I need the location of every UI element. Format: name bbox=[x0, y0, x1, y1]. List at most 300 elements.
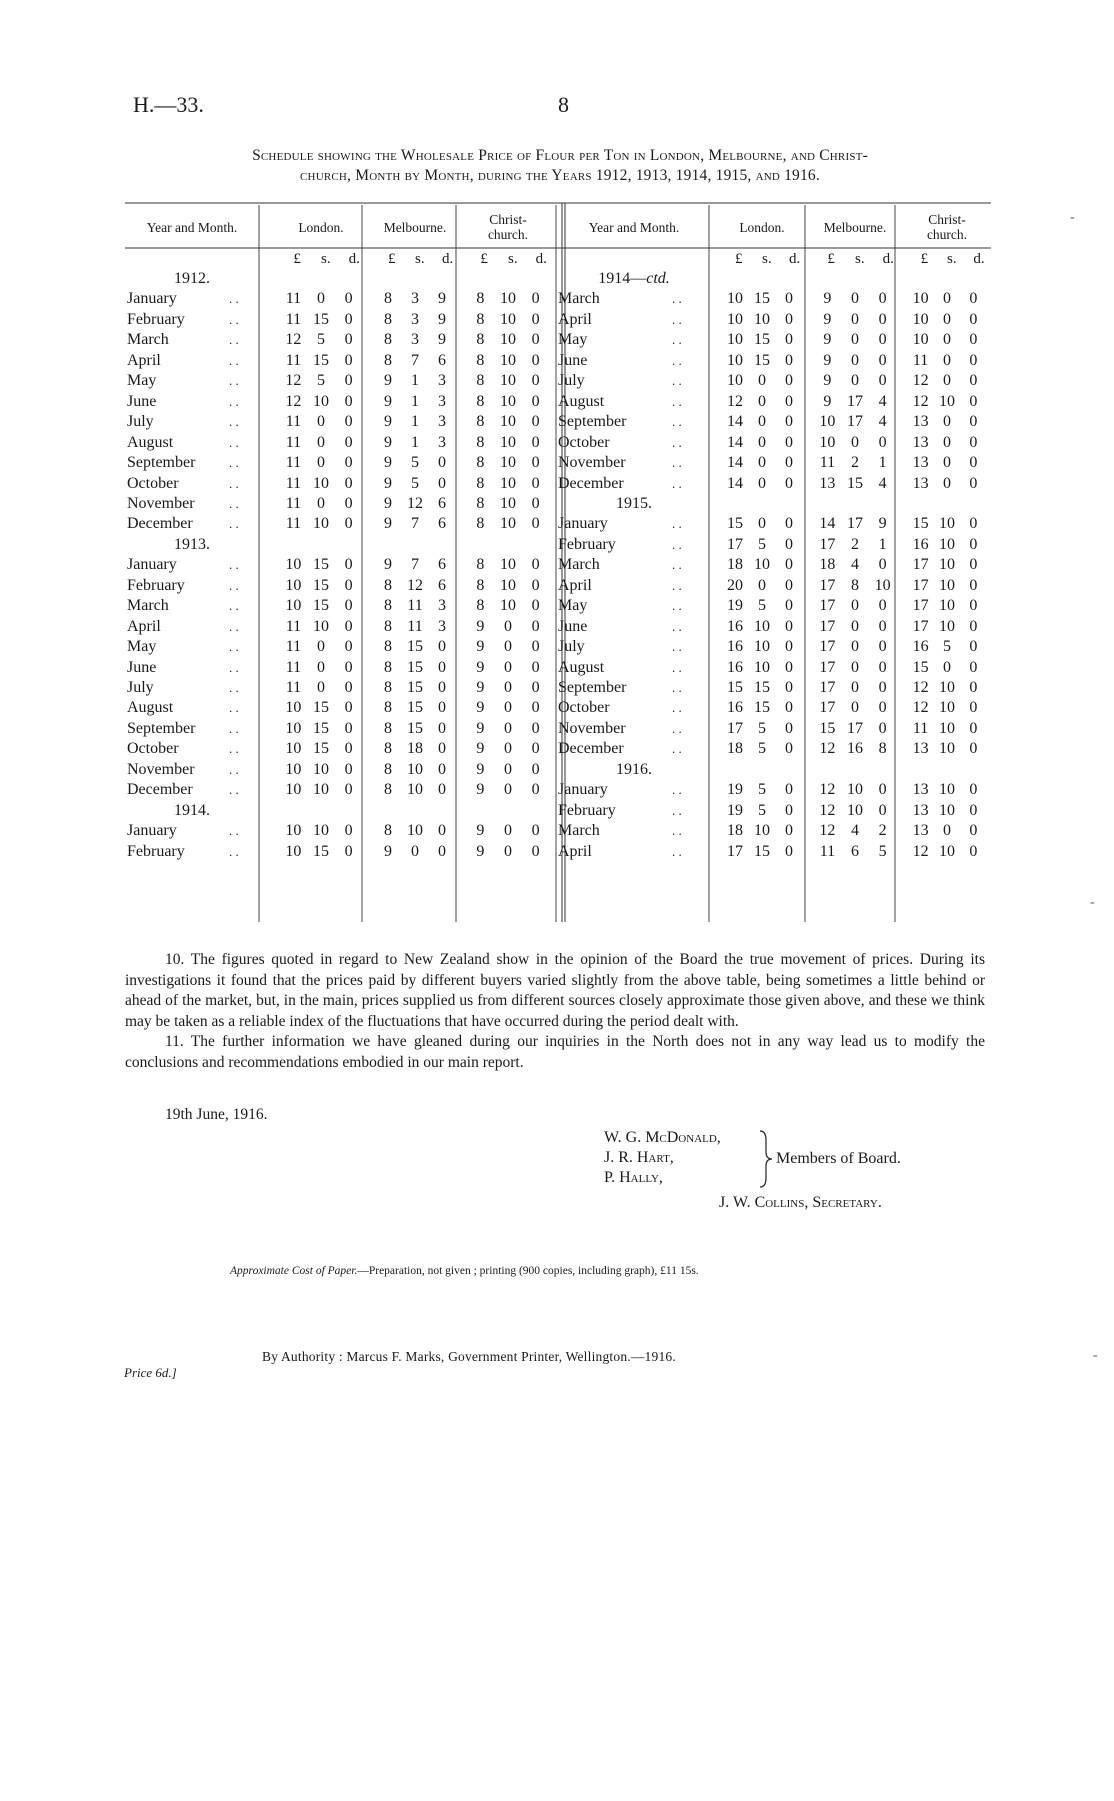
price-london-pence: 0 bbox=[344, 454, 353, 472]
price-melbourne-shillings: 4 bbox=[851, 822, 859, 840]
price-melbourne-shillings: 11 bbox=[407, 617, 423, 635]
price-london-pence: 0 bbox=[344, 699, 353, 717]
price-melbourne-pence: 0 bbox=[878, 372, 887, 390]
month-label: March bbox=[127, 331, 169, 349]
price-london-pence: 0 bbox=[785, 740, 793, 758]
leader-dots: . . bbox=[672, 475, 682, 491]
price-christchurch-pence: 0 bbox=[531, 372, 540, 390]
price-melbourne-pounds: 8 bbox=[384, 290, 392, 308]
price-christchurch-pounds: 12 bbox=[912, 392, 929, 410]
price-melbourne-pounds: 17 bbox=[819, 617, 836, 635]
price-melbourne-shillings: 5 bbox=[411, 474, 419, 492]
price-london-pence: 0 bbox=[344, 372, 353, 390]
price-christchurch-shillings: 0 bbox=[943, 474, 951, 492]
price-london-shillings: 10 bbox=[313, 515, 329, 533]
leader-dots: . . bbox=[229, 516, 239, 532]
price-melbourne-shillings: 16 bbox=[847, 740, 863, 758]
price-melbourne-pounds: 12 bbox=[819, 801, 836, 819]
price-london-pounds: 16 bbox=[727, 617, 743, 635]
price-christchurch-pence: 0 bbox=[531, 515, 540, 533]
header-melbourne: Melbourne. bbox=[823, 220, 887, 235]
price-london-pence: 0 bbox=[344, 290, 353, 308]
month-label: April bbox=[558, 842, 592, 860]
price-christchurch-shillings: 10 bbox=[939, 515, 955, 533]
price-london-shillings: 0 bbox=[317, 638, 325, 656]
header-london: London. bbox=[298, 220, 344, 235]
leader-dots: . . bbox=[672, 741, 682, 757]
price-christchurch-shillings: 0 bbox=[504, 781, 512, 799]
year-label: 1914. bbox=[174, 801, 210, 819]
price-melbourne-pounds: 9 bbox=[384, 474, 392, 492]
price-melbourne-shillings: 0 bbox=[851, 638, 859, 656]
price-london-pounds: 15 bbox=[727, 515, 743, 533]
price-note: Price 6d.] bbox=[124, 1365, 177, 1380]
price-melbourne-pounds: 9 bbox=[384, 372, 392, 390]
price-london-shillings: 0 bbox=[758, 372, 766, 390]
month-label: December bbox=[558, 740, 624, 758]
price-christchurch-pounds: 8 bbox=[476, 556, 485, 574]
price-melbourne-pence: 0 bbox=[438, 719, 446, 737]
price-christchurch-pounds: 17 bbox=[912, 556, 929, 574]
price-melbourne-shillings: 6 bbox=[851, 842, 859, 860]
month-label: February bbox=[127, 310, 185, 328]
price-melbourne-pence: 6 bbox=[438, 515, 446, 533]
year-label: 1912. bbox=[174, 270, 210, 287]
leader-dots: . . bbox=[672, 557, 682, 573]
price-melbourne-pence: 0 bbox=[878, 351, 887, 369]
price-christchurch-pence: 0 bbox=[969, 801, 978, 819]
month-label: March bbox=[558, 290, 600, 308]
price-melbourne-pounds: 9 bbox=[384, 842, 392, 860]
price-christchurch-pounds: 12 bbox=[912, 372, 929, 390]
price-christchurch-shillings: 10 bbox=[939, 535, 955, 553]
price-london-pence: 0 bbox=[785, 433, 793, 451]
price-christchurch-shillings: 10 bbox=[939, 699, 955, 717]
price-melbourne-shillings: 17 bbox=[847, 413, 863, 431]
price-melbourne-pence: 3 bbox=[438, 392, 446, 410]
leader-dots: . . bbox=[229, 373, 239, 389]
price-london-pounds: 11 bbox=[285, 658, 302, 676]
price-christchurch-shillings: 10 bbox=[939, 842, 955, 860]
price-christchurch-pence: 0 bbox=[969, 556, 978, 574]
price-london-pounds: 10 bbox=[727, 290, 743, 308]
price-london-shillings: 0 bbox=[317, 413, 325, 431]
price-christchurch-pounds: 9 bbox=[476, 679, 485, 696]
price-melbourne-shillings: 15 bbox=[407, 699, 423, 717]
price-christchurch-pounds: 13 bbox=[912, 454, 929, 472]
price-london-pounds: 11 bbox=[285, 310, 302, 328]
price-christchurch-pence: 0 bbox=[969, 679, 978, 696]
price-christchurch-pounds: 11 bbox=[912, 719, 929, 737]
price-london-shillings: 0 bbox=[317, 290, 325, 308]
price-melbourne-pence: 3 bbox=[438, 372, 446, 390]
price-christchurch-shillings: 10 bbox=[500, 392, 516, 410]
price-london-pounds: 19 bbox=[727, 781, 743, 799]
month-label: July bbox=[127, 413, 154, 431]
price-melbourne-pence: 3 bbox=[438, 597, 446, 615]
year-label: 1914—ctd. bbox=[598, 270, 670, 287]
leader-dots: . . bbox=[672, 802, 682, 818]
price-melbourne-shillings: 0 bbox=[851, 290, 859, 308]
price-melbourne-shillings: 10 bbox=[847, 781, 863, 799]
price-melbourne-shillings: 15 bbox=[407, 679, 423, 696]
price-melbourne-pounds: 18 bbox=[819, 556, 836, 574]
price-london-pence: 0 bbox=[344, 842, 353, 860]
price-melbourne-pounds: 17 bbox=[819, 576, 836, 594]
price-melbourne-pounds: 8 bbox=[384, 719, 392, 737]
price-melbourne-shillings: 15 bbox=[407, 658, 423, 676]
month-label: April bbox=[558, 310, 592, 328]
price-christchurch-shillings: 0 bbox=[943, 372, 951, 390]
price-london-pounds: 17 bbox=[727, 535, 743, 553]
price-melbourne-pounds: 9 bbox=[823, 290, 832, 308]
price-christchurch-pence: 0 bbox=[531, 781, 540, 799]
price-london-shillings: 15 bbox=[754, 290, 770, 308]
price-london-pence: 0 bbox=[785, 535, 793, 553]
leader-dots: . . bbox=[229, 782, 239, 798]
leader-dots: . . bbox=[229, 291, 239, 307]
price-london-shillings: 5 bbox=[758, 740, 766, 758]
price-christchurch-shillings: 10 bbox=[939, 556, 955, 574]
price-melbourne-pounds: 13 bbox=[819, 474, 836, 492]
price-christchurch-pence: 0 bbox=[969, 290, 978, 308]
price-london-shillings: 10 bbox=[754, 658, 770, 676]
price-christchurch-shillings: 10 bbox=[939, 392, 955, 410]
price-christchurch-shillings: 0 bbox=[504, 760, 512, 778]
leader-dots: . . bbox=[229, 761, 239, 777]
price-melbourne-pounds: 9 bbox=[823, 372, 832, 390]
price-london-pence: 0 bbox=[785, 781, 793, 799]
month-label: June bbox=[127, 392, 157, 410]
price-christchurch-pounds: 12 bbox=[912, 699, 929, 717]
price-christchurch-shillings: 10 bbox=[939, 719, 955, 737]
price-london-pounds: 14 bbox=[727, 454, 743, 472]
price-london-pence: 0 bbox=[344, 617, 353, 635]
leader-dots: . . bbox=[229, 823, 239, 839]
price-london-pounds: 12 bbox=[285, 392, 302, 410]
month-label: December bbox=[127, 515, 193, 533]
price-melbourne-pence: 6 bbox=[438, 494, 446, 512]
month-label: January bbox=[558, 781, 608, 799]
price-london-shillings: 10 bbox=[754, 556, 770, 574]
price-london-pounds: 10 bbox=[727, 331, 743, 349]
header-year-and-month: Year and Month. bbox=[146, 220, 238, 235]
price-london-pounds: 10 bbox=[285, 556, 302, 574]
price-melbourne-pounds: 9 bbox=[384, 515, 392, 533]
price-london-pence: 0 bbox=[785, 719, 793, 737]
price-melbourne-pounds: 10 bbox=[819, 413, 836, 431]
price-christchurch-pounds: 17 bbox=[912, 576, 929, 594]
price-christchurch-pounds: 8 bbox=[476, 433, 485, 451]
price-london-pounds: 15 bbox=[727, 679, 743, 696]
price-melbourne-pounds: 9 bbox=[384, 433, 392, 451]
paper-cost-note bbox=[230, 1265, 699, 1277]
price-christchurch-pence: 0 bbox=[969, 331, 978, 349]
price-christchurch-pence: 0 bbox=[969, 822, 978, 840]
price-christchurch-shillings: 0 bbox=[943, 433, 951, 451]
price-christchurch-pounds: 9 bbox=[476, 638, 485, 656]
leader-dots: . . bbox=[229, 414, 239, 430]
month-label: April bbox=[127, 617, 161, 635]
price-melbourne-pence: 4 bbox=[878, 474, 887, 492]
price-christchurch-shillings: 0 bbox=[504, 822, 512, 840]
price-melbourne-pence: 0 bbox=[878, 699, 887, 717]
price-christchurch-pence: 0 bbox=[969, 597, 978, 615]
leader-dots: . . bbox=[672, 618, 682, 634]
price-melbourne-pounds: 9 bbox=[384, 413, 392, 431]
price-christchurch-pence: 0 bbox=[969, 372, 978, 390]
price-london-shillings: 15 bbox=[313, 699, 329, 717]
leader-dots: . . bbox=[672, 700, 682, 716]
price-christchurch-shillings: 10 bbox=[939, 576, 955, 594]
price-london-pence: 0 bbox=[785, 310, 793, 328]
price-christchurch-pounds: 9 bbox=[476, 822, 485, 840]
leader-dots: . . bbox=[672, 393, 682, 409]
price-melbourne-pence: 1 bbox=[878, 454, 887, 472]
price-christchurch-shillings: 10 bbox=[500, 597, 516, 615]
price-london-pounds: 11 bbox=[285, 351, 302, 369]
price-london-pence: 0 bbox=[344, 433, 353, 451]
price-london-pence: 0 bbox=[344, 719, 353, 737]
month-label: March bbox=[558, 556, 600, 574]
members-brace bbox=[756, 1128, 776, 1190]
price-london-pence: 0 bbox=[785, 658, 793, 676]
price-christchurch-pounds: 9 bbox=[476, 658, 485, 676]
price-christchurch-shillings: 10 bbox=[939, 679, 955, 696]
price-melbourne-pounds: 12 bbox=[819, 740, 836, 758]
leader-dots: . . bbox=[229, 618, 239, 634]
price-melbourne-pounds: 17 bbox=[819, 658, 836, 676]
price-christchurch-shillings: 10 bbox=[500, 413, 516, 431]
price-christchurch-pence: 0 bbox=[531, 331, 540, 349]
price-london-shillings: 5 bbox=[758, 535, 766, 553]
member-signature-2: J. R. Hart, bbox=[604, 1149, 674, 1166]
month-label: May bbox=[558, 331, 588, 349]
price-london-pounds: 17 bbox=[727, 719, 743, 737]
price-london-shillings: 15 bbox=[313, 719, 329, 737]
paragraph-11: 11. The further information we have gleaned during our inquiries in the North does not in any way lead us to modify the conclusions and recommendations embodied in our main report. bbox=[125, 1033, 985, 1071]
price-christchurch-shillings: 10 bbox=[500, 576, 516, 594]
price-melbourne-pence: 9 bbox=[438, 310, 446, 328]
unit-pound: £ bbox=[920, 251, 929, 267]
price-london-shillings: 5 bbox=[758, 801, 766, 819]
price-christchurch-pence: 0 bbox=[531, 576, 540, 594]
price-christchurch-pounds: 8 bbox=[476, 351, 485, 369]
month-label: March bbox=[127, 597, 169, 615]
year-label: 1913. bbox=[174, 535, 210, 553]
price-melbourne-pence: 3 bbox=[438, 413, 446, 431]
price-london-pence: 0 bbox=[785, 822, 793, 840]
price-london-pounds: 11 bbox=[285, 494, 302, 512]
price-christchurch-shillings: 0 bbox=[504, 719, 512, 737]
price-london-pence: 0 bbox=[344, 597, 353, 615]
unit-pence: d. bbox=[789, 251, 801, 267]
leader-dots: . . bbox=[672, 598, 682, 614]
price-melbourne-shillings: 10 bbox=[407, 760, 423, 778]
price-melbourne-pence: 6 bbox=[438, 556, 446, 574]
price-christchurch-pence: 0 bbox=[531, 719, 540, 737]
price-london-shillings: 0 bbox=[758, 413, 766, 431]
price-melbourne-pence: 8 bbox=[878, 740, 887, 758]
price-melbourne-shillings: 17 bbox=[847, 392, 863, 410]
price-christchurch-pence: 0 bbox=[531, 454, 540, 472]
price-london-pounds: 11 bbox=[285, 413, 302, 431]
price-london-shillings: 15 bbox=[313, 351, 329, 369]
price-christchurch-pounds: 8 bbox=[476, 474, 485, 492]
price-melbourne-pounds: 9 bbox=[384, 454, 392, 472]
price-melbourne-pence: 0 bbox=[878, 331, 887, 349]
price-london-pence: 0 bbox=[344, 658, 353, 676]
price-melbourne-pounds: 17 bbox=[819, 679, 836, 696]
margin-mark-bottom: - bbox=[1093, 1348, 1098, 1363]
price-london-shillings: 0 bbox=[758, 392, 766, 410]
leader-dots: . . bbox=[672, 434, 682, 450]
price-london-pence: 0 bbox=[785, 413, 793, 431]
price-london-shillings: 0 bbox=[758, 474, 766, 492]
price-london-shillings: 10 bbox=[313, 822, 329, 840]
price-melbourne-pounds: 8 bbox=[384, 822, 392, 840]
paper-cost-text: —Preparation, not given ; printing (900 copies, including graph), £11 15s. bbox=[357, 1265, 699, 1277]
unit-pence: d. bbox=[973, 251, 985, 267]
header-year-and-month: Year and Month. bbox=[588, 220, 680, 235]
price-london-pounds: 16 bbox=[727, 638, 743, 656]
leader-dots: . . bbox=[672, 639, 682, 655]
price-christchurch-pounds: 16 bbox=[912, 535, 929, 553]
month-label: October bbox=[127, 740, 179, 758]
price-christchurch-pounds: 13 bbox=[912, 740, 929, 758]
leader-dots: . . bbox=[672, 782, 682, 798]
members-of-board-label: Members of Board. bbox=[776, 1150, 901, 1167]
leader-dots: . . bbox=[229, 475, 239, 491]
price-melbourne-shillings: 0 bbox=[851, 372, 859, 390]
member-signature-1: W. G. McDonald, bbox=[604, 1129, 721, 1146]
price-christchurch-pence: 0 bbox=[969, 638, 978, 656]
price-melbourne-pounds: 9 bbox=[384, 556, 392, 574]
price-london-shillings: 15 bbox=[313, 556, 329, 574]
price-christchurch-shillings: 10 bbox=[500, 372, 516, 390]
leader-dots: . . bbox=[672, 823, 682, 839]
price-london-pence: 0 bbox=[785, 392, 793, 410]
unit-shilling: s. bbox=[947, 251, 957, 267]
price-christchurch-pounds: 8 bbox=[476, 597, 485, 615]
price-christchurch-pence: 0 bbox=[531, 351, 540, 369]
price-melbourne-shillings: 7 bbox=[411, 351, 419, 369]
schedule-title-line-1: Schedule showing the Wholesale Price of Flour per Ton in London, Melbourne, and Christ- bbox=[252, 147, 868, 164]
price-london-pounds: 10 bbox=[727, 310, 743, 328]
price-melbourne-pence: 0 bbox=[438, 699, 446, 717]
month-label: March bbox=[558, 822, 600, 840]
price-melbourne-shillings: 4 bbox=[851, 556, 859, 574]
price-london-pence: 0 bbox=[344, 310, 353, 328]
price-london-pence: 0 bbox=[344, 822, 353, 840]
price-london-shillings: 10 bbox=[754, 310, 770, 328]
price-christchurch-pounds: 10 bbox=[912, 290, 929, 308]
price-london-pence: 0 bbox=[785, 597, 793, 615]
price-christchurch-pence: 0 bbox=[969, 413, 978, 431]
price-melbourne-pence: 0 bbox=[878, 433, 887, 451]
price-london-pounds: 11 bbox=[285, 290, 302, 308]
price-melbourne-shillings: 0 bbox=[851, 331, 859, 349]
price-melbourne-shillings: 0 bbox=[411, 842, 419, 860]
price-london-pounds: 18 bbox=[727, 740, 743, 758]
month-label: February bbox=[127, 576, 185, 594]
price-christchurch-pence: 0 bbox=[969, 658, 978, 676]
unit-pence: d. bbox=[348, 251, 360, 267]
price-london-shillings: 0 bbox=[317, 454, 325, 472]
price-melbourne-pounds: 17 bbox=[819, 699, 836, 717]
price-christchurch-shillings: 10 bbox=[939, 801, 955, 819]
price-london-pounds: 16 bbox=[727, 699, 743, 717]
price-christchurch-shillings: 0 bbox=[943, 331, 951, 349]
price-london-pounds: 10 bbox=[285, 740, 302, 758]
unit-pound: £ bbox=[388, 251, 396, 267]
leader-dots: . . bbox=[229, 843, 239, 859]
year-label: 1915. bbox=[616, 494, 652, 512]
flour-price-table bbox=[125, 200, 991, 928]
price-christchurch-pence: 0 bbox=[531, 474, 540, 492]
leader-dots: . . bbox=[672, 291, 682, 307]
price-christchurch-pounds: 15 bbox=[912, 658, 929, 676]
month-label: December bbox=[558, 474, 624, 492]
price-christchurch-pounds: 8 bbox=[476, 392, 485, 410]
price-christchurch-pence: 0 bbox=[531, 310, 540, 328]
month-label: November bbox=[127, 760, 195, 778]
member-signature-3: P. Hally, bbox=[604, 1169, 663, 1186]
price-christchurch-shillings: 10 bbox=[500, 433, 516, 451]
price-christchurch-pence: 0 bbox=[969, 617, 978, 635]
price-christchurch-pounds: 13 bbox=[912, 413, 929, 431]
price-melbourne-pence: 0 bbox=[438, 822, 446, 840]
price-london-shillings: 0 bbox=[758, 515, 766, 533]
price-london-pounds: 12 bbox=[285, 331, 302, 349]
price-melbourne-shillings: 10 bbox=[407, 822, 423, 840]
price-melbourne-pounds: 12 bbox=[819, 822, 836, 840]
price-london-pence: 0 bbox=[785, 331, 793, 349]
price-melbourne-pence: 0 bbox=[878, 597, 887, 615]
price-christchurch-pounds: 10 bbox=[912, 331, 929, 349]
price-london-pence: 0 bbox=[785, 372, 793, 390]
leader-dots: . . bbox=[229, 332, 239, 348]
price-london-pence: 0 bbox=[785, 617, 793, 635]
price-melbourne-pence: 0 bbox=[878, 638, 887, 656]
price-melbourne-shillings: 0 bbox=[851, 310, 859, 328]
price-melbourne-pounds: 17 bbox=[819, 535, 836, 553]
price-london-pounds: 10 bbox=[285, 597, 302, 615]
price-christchurch-pence: 0 bbox=[969, 515, 978, 533]
price-london-pence: 0 bbox=[785, 454, 793, 472]
price-melbourne-pounds: 8 bbox=[384, 617, 392, 635]
price-christchurch-shillings: 10 bbox=[939, 617, 955, 635]
price-christchurch-pounds: 9 bbox=[476, 617, 485, 635]
report-date: 19th June, 1916. bbox=[165, 1106, 268, 1123]
leader-dots: . . bbox=[672, 373, 682, 389]
price-london-pence: 0 bbox=[344, 576, 353, 594]
price-christchurch-pence: 0 bbox=[969, 719, 978, 737]
unit-pound: £ bbox=[293, 251, 301, 267]
price-london-shillings: 0 bbox=[317, 494, 325, 512]
price-christchurch-pounds: 8 bbox=[476, 372, 485, 390]
price-christchurch-shillings: 10 bbox=[500, 494, 516, 512]
price-london-pence: 0 bbox=[785, 842, 793, 860]
price-melbourne-pence: 10 bbox=[874, 576, 891, 594]
price-london-pence: 0 bbox=[344, 474, 353, 492]
price-christchurch-shillings: 0 bbox=[504, 699, 512, 717]
price-christchurch-shillings: 10 bbox=[500, 331, 516, 349]
price-christchurch-pence: 0 bbox=[969, 535, 978, 553]
leader-dots: . . bbox=[672, 720, 682, 736]
month-label: November bbox=[558, 719, 626, 737]
price-melbourne-pounds: 9 bbox=[823, 310, 832, 328]
